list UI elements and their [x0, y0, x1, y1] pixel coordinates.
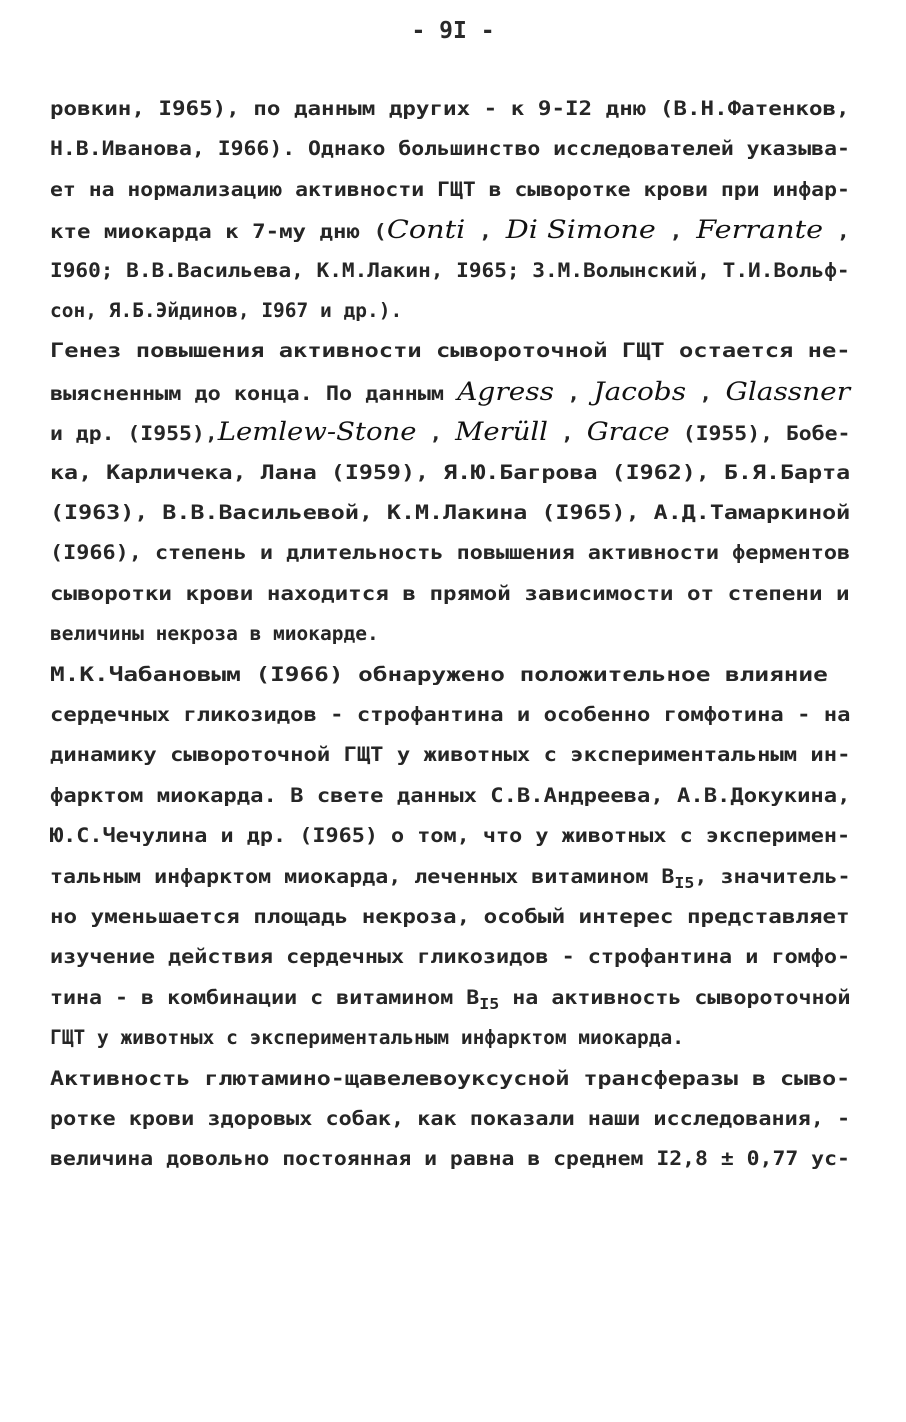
subscript: I5	[674, 873, 695, 892]
text-line: но уменьшается площадь некроза, особый интерес представляет	[50, 905, 850, 928]
handwritten-name: Ferrante	[696, 215, 824, 245]
text-line: фарктом миокарда. В свете данных С.В.Андреева, А.В.Докукина,	[50, 783, 851, 807]
text-line: ГЩТ у животных с экспериментальным инфарктом миокарда.	[50, 1026, 684, 1050]
text-line: (I963), В.В.Васильевой, К.М.Лакина (I965), А.Д.Тамаркиной	[50, 501, 851, 524]
text-line: (I966), степень и длительность повышения активности ферментов	[50, 541, 851, 565]
handwritten-name: Di Simone	[505, 215, 656, 245]
handwritten-name: Grace	[586, 417, 670, 447]
text-line: ка, Карличека, Лана (I959), Я.Ю.Багрова (I962), Б.Я.Барта	[50, 460, 851, 484]
text-line: ет на нормализацию активности ГЩТ в сыворотке крови при инфар-	[50, 177, 850, 201]
text-line: Н.В.Иванова, I966). Однако большинство исследователей указыва-	[50, 137, 850, 161]
text-line: тальным инфарктом миокарда, леченных витамином $В_{I5}$, значитель-	[50, 864, 851, 892]
text-line: выясненным до конца. По данным Agress , Jacobs , Glassner	[50, 376, 851, 406]
text-line: I960; В.В.Васильева, К.М.Лакин, I965; З.М.Волынский, Т.И.Вольф-	[50, 258, 850, 282]
handwritten-name: Conti	[386, 215, 466, 245]
handwritten-name: Jacobs	[593, 376, 687, 406]
text-line: тина - в комбинации с витамином $В_{I5}$ на активность сывороточной	[50, 985, 851, 1013]
text-line: Генез повышения активности сывороточной ГЩТ остается не-	[50, 339, 851, 363]
text-line: М.К.Чабановым (I966) обнаружено положительное влияние	[50, 662, 828, 686]
handwritten-name: Lemlew-Stone	[217, 417, 417, 447]
text-line: ротке крови здоровых собак, как показали наши исследования, -	[50, 1107, 851, 1130]
text-line: изучение действия сердечных гликозидов - строфантина и гомфо-	[50, 945, 851, 969]
text-line: динамику сывороточной ГЩТ у животных с экспериментальным ин-	[50, 743, 851, 767]
text-line: кте миокарда к 7-му дню (Conti , Di Simone , Ferrante ,	[50, 215, 851, 245]
handwritten-name: Glassner	[725, 376, 851, 406]
text-line: ровкин, I965), по данным других - к 9-I2 дню (В.Н.Фатенков,	[50, 97, 850, 120]
text-line: Ю.С.Чечулина и др. (I965) о том, что у животных с эксперимен-	[50, 824, 851, 848]
text-line: сыворотки крови находится в прямой зависимости от степени и	[50, 581, 850, 605]
handwritten-name: Agress	[457, 376, 554, 406]
text-line: Активность глютамино-щавелевоуксусной трансферазы в сыво-	[50, 1066, 851, 1090]
subscript: I5	[479, 994, 500, 1013]
text-line: сон, Я.Б.Эйдинов, I967 и др.).	[50, 299, 403, 322]
text-line: сердечных гликозидов - строфантина и особенно гомфотина - на	[50, 703, 851, 726]
handwritten-name: Merüll	[455, 417, 548, 447]
text-line: величина довольно постоянная и равна в среднем I2,8 ± 0,77 ус-	[50, 1147, 850, 1171]
text-line: и др. (I955),Lemlew-Stone , Merüll , Grace (I955), Бобе-	[50, 417, 851, 447]
page-number: - 9I -	[411, 18, 495, 44]
text-line: величины некроза в миокарде.	[50, 622, 379, 646]
